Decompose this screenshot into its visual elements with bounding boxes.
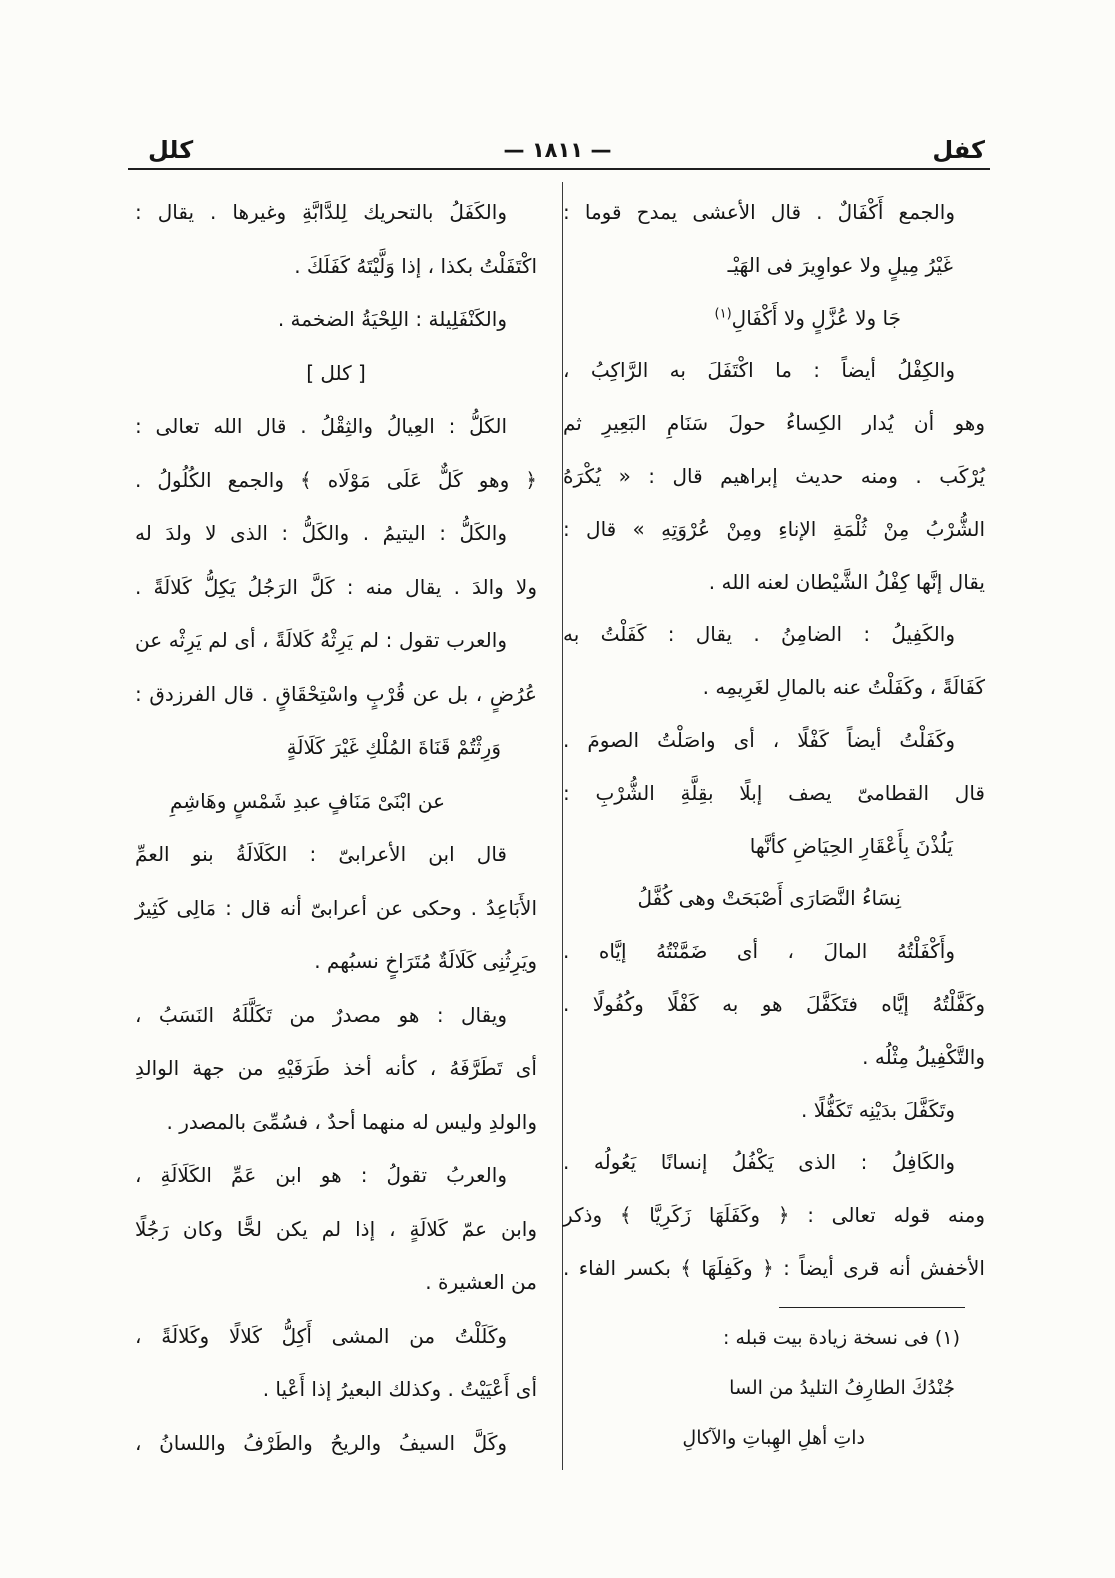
entry-line: والكَنْفَلِيلة : اللِحْيَةُ الضخمة . — [277, 307, 507, 331]
entry-line: الكَلُّ : العِيالُ والثِقْلُ . قال الله تعالى : — [135, 414, 507, 438]
entry-line: والعربُ تقولُ : هو ابن عَمِّ الكَلَالَةِ ، — [135, 1163, 507, 1187]
footnote-line: (١) فى نسخة زيادة بيت قبله : — [723, 1326, 960, 1349]
footnote-reference: (١) — [714, 305, 732, 321]
entry-line: ويقال : هو مصدرٌ من تَكَلَّلَهُ النَسَبُ ، — [135, 1002, 507, 1027]
entry-line: والكَفِيلُ : الضامِنُ . يقال : كَفَلْتُ به — [563, 622, 955, 647]
entry-line: قال القطامىّ يصف إبلًا بقِلَّةِ الشُّرْبِ : — [563, 780, 985, 805]
section-heading: [ كلل ] — [306, 360, 366, 385]
running-head-right: كفل — [932, 136, 985, 164]
entry-line: والتَّكْفِيلُ مِثْلُه . — [862, 1044, 985, 1069]
entry-line: ﴿ وهو كَلٌّ عَلَى مَوْلَاه ﴾ والجمع الكُلُولُ . — [135, 467, 537, 492]
verse-line: عن ابْنَىْ مَنَافٍ عبدِ شَمْسٍ وهَاشِمِ — [170, 788, 445, 813]
entry-line: والجمع أَكْفَالٌ . قال الأعشى يمدح قوما : — [563, 200, 955, 224]
entry-line: والكَافِلُ : الذى يَكْفُلُ إنسانًا يَعُولُه . — [563, 1150, 955, 1175]
entry-line: والكِفْلُ أيضاً : ما اكْتَفَلَ به الرَّاكِبُ ، — [563, 358, 955, 383]
entry-line: يقال إنَّها كِفْلُ الشَّيْطان لعنه الله . — [708, 569, 985, 594]
entry-line: قال ابن الأعرابىّ : الكَلَالَةُ بنو العمِّ — [135, 842, 507, 866]
entry-line: وكَفَلْتُ أيضاً كَفْلًا ، أى واصَلْتُ الصومَ . — [563, 727, 955, 752]
entry-line: ولا والدَ . يقال منه : كَلَّ الرَجُلُ يَكِلُّ كَلالَةً . — [135, 574, 537, 599]
entry-line: ويَرِثُنِى كَلَالَةٌ مُتَرَاخٍ نسبُهم . — [314, 949, 537, 973]
footnote-verse-line: داتِ أهلِ الهِباتِ والآكالِ — [682, 1426, 865, 1449]
verse-line — [563, 292, 985, 345]
entry-line: عُرُضٍ ، بل عن قُرْبٍ واسْتِحْقَاقٍ . قال الفرزدق : — [135, 681, 537, 706]
entry-line: ومنه قوله تعالى : ﴿ وكَفَلَهَا زَكَرِيَّا ﴾ وذكر — [563, 1203, 985, 1228]
running-head-left: كلل — [148, 136, 194, 164]
header-rule — [128, 168, 990, 170]
entry-line: وكَلَلْتُ من المشى أَكِلُّ كَلالًا وكَلالَةً ، — [135, 1323, 507, 1348]
footnote-verse-line: جُنْدُكَ الطارِفُ التليدُ من السا — [729, 1376, 955, 1399]
verse-line: يَلُذْنَ بِأَعْقَارِ الحِيَاضِ كأنَّها — [749, 833, 953, 858]
entry-line: والعرب تقول : لم يَرِثْهُ كَلالَةً ، أى لم يَرِثْه عن — [135, 628, 507, 652]
entry-line: والولدِ وليس له منهما أحدٌ ، فسُمِّىَ بالمصدر . — [166, 1109, 537, 1134]
entry-line: يُرْكَب . ومنه حديث إبراهيم قال : « يُكْرَهُ — [563, 463, 985, 488]
page-number: — ١٨١١ — — [503, 138, 612, 162]
verse-line: وَرِثْتُمْ قَنَاةَ المُلْكِ غَيْرَ كَلَالَةٍ — [286, 735, 501, 759]
right-column — [563, 186, 985, 1463]
entry-line: الأَبَاعِدُ . وحكى عن أعرابىّ أنه قال : مَالِى كَثِيرٌ — [135, 895, 537, 920]
entry-line: من العشيرة . — [425, 1270, 537, 1294]
entry-line: والكَفَلُ بالتحريك لِلدَّابَّةِ وغيرها . يقال : — [135, 200, 507, 224]
entry-line: أى أَعْيَيْتُ . وكذلك البعيرُ إذا أَعْيا . — [262, 1377, 537, 1401]
verse-text: جَا ولا عُزَّلٍ ولا أَكْفَالِ — [731, 305, 901, 330]
entry-line: وابن عمّ كَلالَةٍ ، إذا لم يكن لحًّا وكان رَجُلًا — [135, 1216, 537, 1241]
entry-line: اكْتَفَلْتُ بكذا ، إذا وَلَّيْتَهُ كَفَلَكَ . — [294, 253, 537, 278]
verse-line: غَيْرُ مِيلٍ ولا عواوِيرَ فى الهَيْـ — [727, 252, 953, 277]
entry-line: أى تَطَرَّفَهُ ، كأنه أخذ طَرَفَيْهِ من جهة الوالدِ — [135, 1056, 537, 1080]
footnote-rule — [779, 1307, 965, 1308]
left-column — [135, 186, 537, 1470]
entry-line: وكَلَّ السيفُ والريحُ والطَرْفُ واللسانُ ، — [135, 1430, 507, 1455]
entry-line: وتَكَفَّلَ بدَيْنِه تَكَفُّلًا . — [800, 1097, 955, 1122]
footnote — [563, 1313, 985, 1463]
entry-line: كَفَالَةً ، وكَفَلْتُ عنه بالمالِ لغَرِيمِه . — [702, 675, 985, 700]
entry-line: وكَفَّلْتُهُ إيَّاه فتَكَفَّلَ هو به كَفْلًا وكُفُولًا . — [563, 991, 985, 1016]
entry-line: الشُّرْبُ مِنْ ثُلْمَةِ الإناءِ ومِنْ عُرْوَتِهِ » قال : — [563, 516, 985, 541]
entry-line: وأَكْفَلْتُهُ المالَ ، أى ضَمَّنْتُهُ إيَّاه . — [563, 939, 955, 964]
verse-line: نِسَاءُ النَّصَارَى أَصْبَحَتْ وهى كُفَّلُ — [637, 886, 901, 911]
entry-line: وهو أن يُدار الكِساءُ حولَ سَنَامِ البَعِيرِ ثم — [563, 411, 985, 436]
entry-line: والكَلُّ : اليتيمُ . والكَلُّ : الذى لا ولدَ له — [135, 521, 507, 545]
entry-line: الأخفش أنه قرى أيضاً : ﴿ وكَفِلَهَا ﴾ بكسر الفاء . — [563, 1255, 985, 1280]
